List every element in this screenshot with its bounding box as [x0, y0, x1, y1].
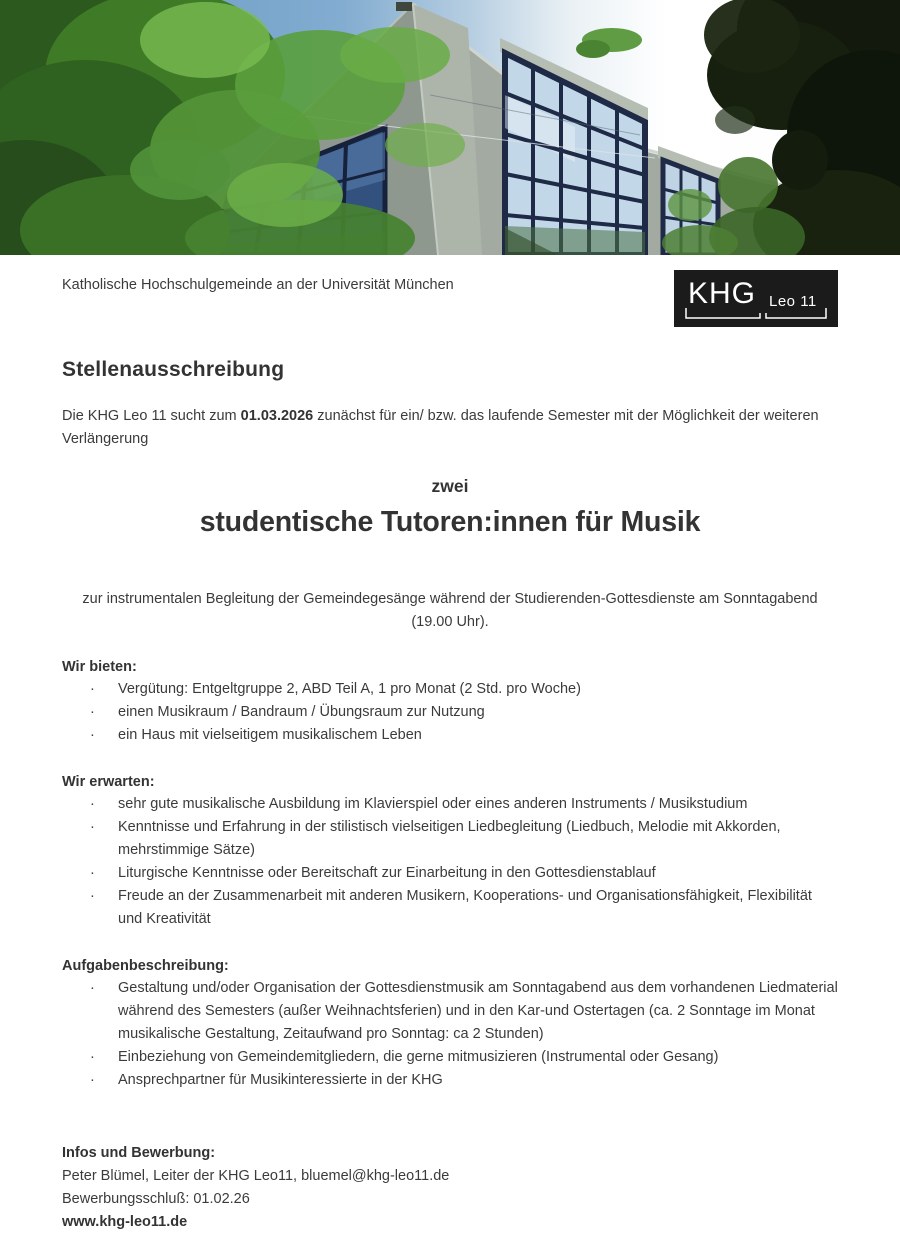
- list-item: · Vergütung: Entgeltgruppe 2, ABD Teil A, 1 pro Monat (2 Std. pro Woche): [62, 678, 838, 701]
- khg-logo: [674, 270, 838, 327]
- section-heading: Wir bieten:: [62, 659, 137, 675]
- building-photo: [0, 0, 900, 255]
- position-title: studentische Tutoren:innen für Musik: [199, 506, 701, 538]
- intro-text-2: zunächst für ein/ bzw. das laufende Semester mit der Möglichkeit der weiteren Verlängerung: [62, 408, 819, 447]
- document-body: [0, 270, 900, 1234]
- bullet-icon: ·: [90, 681, 95, 697]
- bullet-icon: ·: [90, 1049, 95, 1065]
- bullet-icon: ·: [90, 888, 95, 904]
- bullet-icon: ·: [90, 1072, 95, 1088]
- logo-main-text: KHG: [688, 277, 757, 310]
- section-aufgabenbeschreibung: [62, 955, 838, 1092]
- contact-heading: Infos und Bewerbung:: [62, 1145, 216, 1161]
- list-item: · Kenntnisse und Erfahrung in der stilistisch vielseitigen Liedbegleitung (Liedbuch, Melodie mit Akkorden, mehrstimmige Sätze): [62, 816, 838, 862]
- position-count: zwei: [431, 476, 469, 496]
- intro-paragraph: [62, 405, 834, 451]
- section-wir-erwarten: [62, 771, 838, 931]
- bullet-icon: ·: [90, 727, 95, 743]
- logo-sub-text: Leo 11: [769, 293, 817, 310]
- section-wir-bieten: [62, 656, 838, 747]
- bullet-icon: ·: [90, 704, 95, 720]
- contact-person: Peter Blümel, Leiter der KHG Leo11, bluemel@khg-leo11.de: [62, 1168, 450, 1184]
- list-item: · Gestaltung und/oder Organisation der Gottesdienstmusik am Sonntagabend aus dem vorhandenen Liedmaterial während des Semesters (außer Weihnachtsferien) und in den Kar-und Ostertagen (ca. 2 Sonntage im Monat musikalische Gestaltung, Zeitaufwand pro Sonntag: ca 2 Stunden): [62, 977, 838, 1046]
- start-date: 01.03.2026: [240, 408, 314, 424]
- list-item: · Ansprechpartner für Musikinteressierte in der KHG: [62, 1069, 838, 1092]
- list-item: · Liturgische Kenntnisse oder Bereitschaft zur Einarbeitung in den Gottesdienstablauf: [62, 862, 838, 885]
- section-heading: Wir erwarten:: [62, 774, 155, 790]
- bullet-icon: ·: [90, 796, 95, 812]
- page-title: Stellenausschreibung: [62, 358, 285, 381]
- list-item: · sehr gute musikalische Ausbildung im Klavierspiel oder eines anderen Instruments / Musikstudium: [62, 793, 838, 816]
- list-item: · Freude an der Zusammenarbeit mit anderen Musikern, Kooperations- und Organisationsfähigkeit, Flexibilität und Kreativität: [62, 885, 838, 931]
- list-item: · Einbeziehung von Gemeindemitgliedern, die gerne mitmusizieren (Instrumental oder Gesang): [62, 1046, 838, 1069]
- list-item: · einen Musikraum / Bandraum / Übungsraum zur Nutzung: [62, 701, 838, 724]
- website-url: www.khg-leo11.de: [62, 1214, 188, 1230]
- application-deadline: Bewerbungsschluß: 01.02.26: [62, 1191, 250, 1207]
- intro-text-1: Die KHG Leo 11 sucht zum: [62, 408, 241, 424]
- section-heading: Aufgabenbeschreibung:: [62, 958, 229, 974]
- contact-block: [62, 1142, 838, 1234]
- position-purpose: zur instrumentalen Begleitung der Gemeindegesänge während der Studierenden-Gottesdienste am Sonntagabend (19.00 Uhr).: [82, 591, 818, 630]
- organization-name: Katholische Hochschulgemeinde an der Universität München: [62, 277, 454, 293]
- list-item: · ein Haus mit vielseitigem musikalischem Leben: [62, 724, 838, 747]
- bullet-icon: ·: [90, 865, 95, 881]
- logo-underline-bracket: [674, 270, 838, 327]
- bullet-icon: ·: [90, 980, 95, 996]
- header-row: [62, 270, 838, 327]
- bullet-icon: ·: [90, 819, 95, 835]
